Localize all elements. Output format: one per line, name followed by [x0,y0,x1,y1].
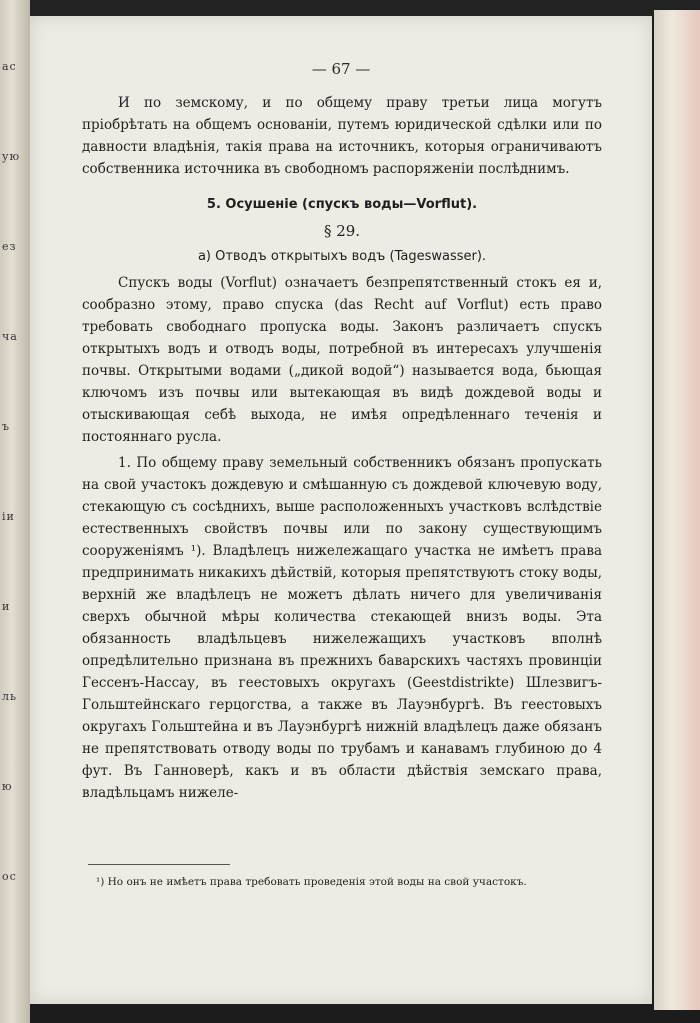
book-top-edge [30,0,700,16]
left-page-edge [0,0,30,1023]
book-page [30,16,652,1004]
left-page-fragment: и [2,600,11,613]
left-page-fragment: ю [2,780,13,793]
paragraph-definition: Спускъ воды (Vorflut) означаетъ безпрепятственный стокъ ея и, сообразно этому, право спуска (das Recht auf Vorflut) есть право требовать свободнаго пропуска воды. Законъ различаетъ спускъ открытыхъ водъ и отводъ воды, потребной въ интересахъ улучшенія почвы. Открытыми водами („дикой водой“) называется вода, бьющая ключомъ изъ почвы или вытекающая въ видѣ дождевой воды и отыскивающая себѣ выхода, не имѣя опредѣленнаго теченія и постояннаго русла. [82,275,602,445]
subheading: а) Отводъ открытыхъ водъ (Tageswasser). [197,249,487,264]
section-heading: 5. Осушеніе (спускъ воды—Vorflut). [206,197,478,212]
left-page-fragment: ос [2,870,17,883]
left-page-fragment: ча [2,330,18,343]
page-body [82,92,602,804]
paragraph-sign: § 29. [323,222,361,240]
left-page-fragment: ез [2,240,17,253]
footnote-rule [88,864,230,865]
page-number: — 67 — [311,60,371,78]
left-page-fragment: ас [2,60,17,73]
footnote: ¹) Но онъ не имѣетъ права требовать проведенія этой воды на свой участокъ. [96,876,527,888]
book-right-edge [654,10,700,1010]
left-page-fragment: ъ [2,420,10,433]
paragraph-general-law: 1. По общему праву земельный собственникъ обязанъ пропускать на свой участокъ дождевую и смѣшанную съ дождевой ключевую воду, стекающую съ сосѣднихъ, выше расположенныхъ участковъ вслѣдствіе естественныхъ свойствъ почвы или по закону существующимъ сооруженіямъ ¹). Владѣлецъ нижележащаго участка не имѣетъ права предпринимать никакихъ дѣйствій, которыя препятствуютъ стоку воды, верхній же владѣлецъ не можетъ дѣлать ничего для увеличиванія сверхъ обычной мѣры количества стекающей внизъ воды. Эта обязанность владѣльцевъ нижележащихъ участковъ вполнѣ опредѣлительно признана въ прежнихъ баварскихъ частяхъ провинціи Гессенъ-Нассау, въ геестовыхъ округахъ (Geestdistrikte) Шлезвигъ-Гольштейнскаго герцогства, а также въ Лауэнбургѣ. Въ геестовыхъ округахъ Гольштейна и въ Лауэнбургѣ нижній владѣлецъ даже обязанъ не препятствовать отводу воды по трубамъ и канавамъ глубиною до 4 фут. Въ Ганноверѣ, какъ и въ области дѣйствія земскаго права, владѣльцамъ нижеле- [82,455,602,801]
intro-paragraph: И по земскому, и по общему праву третьи лица могутъ пріобрѣтать на общемъ основаніи, путемъ юридической сдѣлки или по давности владѣнія, такія права на источникъ, которыя ограничиваютъ собственника источника въ свободномъ распоряженіи послѣднимъ. [82,95,602,177]
left-page-fragment: ую [2,150,21,163]
left-page-fragment: ль [2,690,17,703]
left-page-fragment: іи [2,510,15,523]
